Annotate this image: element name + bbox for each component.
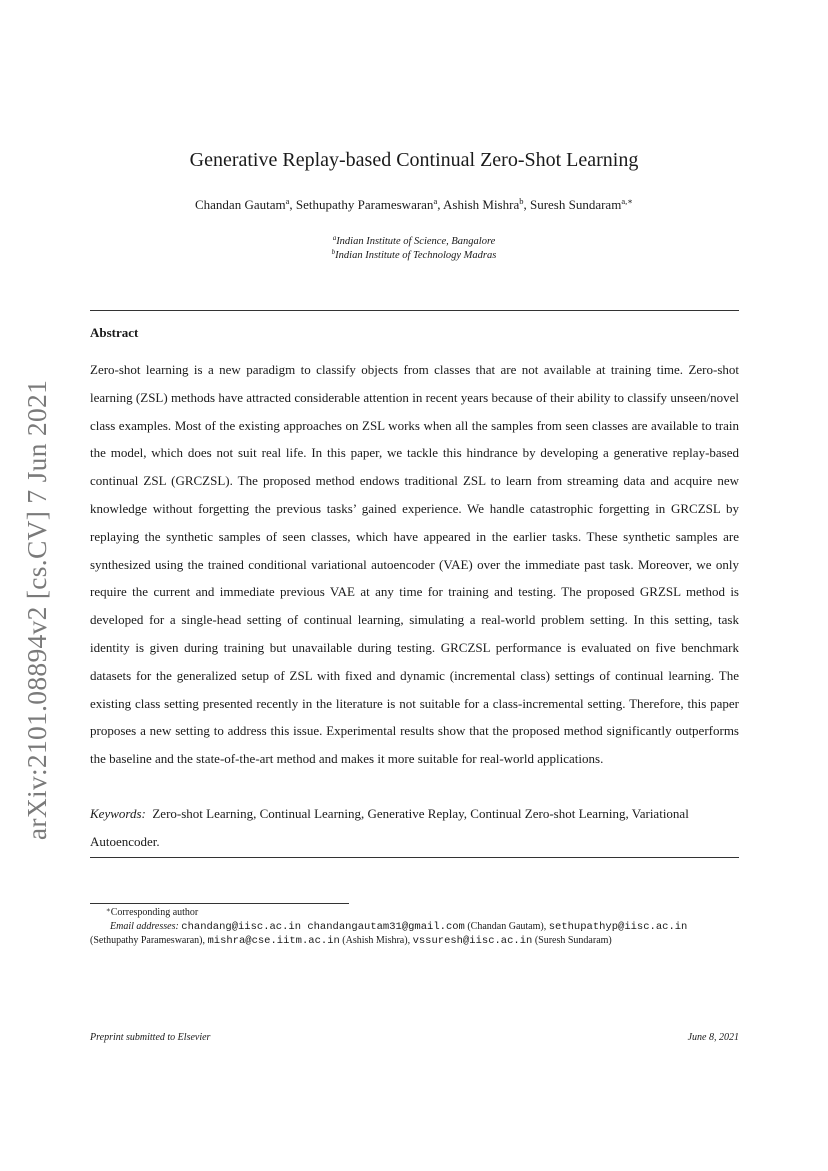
affiliation-list [0,235,828,263]
affiliation-marker: b [331,248,336,256]
email-link[interactable]: sethupathyp@iisc.ac.in [548,921,688,933]
corresponding-author-note [90,906,739,920]
affiliation-marker: a [332,234,337,242]
email-label: Email addresses: [110,921,179,932]
keywords [90,800,739,856]
email-owner: (Suresh Sundaram) [534,935,612,946]
paper-title: Generative Replay-based Continual Zero-Shot Learning [189,149,639,171]
email-link[interactable]: mishra@cse.iitm.ac.in [207,935,340,947]
email-addresses [90,920,739,934]
preprint-note: Preprint submitted to Elsevier [90,1032,211,1043]
author-name: Sethupathy Parameswaran [295,197,434,212]
author-list: Chandan Gautam$^a$, Sethupathy Parameswaran$^a$, Ashish Mishra$^b$, Suresh Sundaram$^{a,∗}$ [194,196,634,212]
footnote-divider [90,903,349,904]
abstract-text: Zero-shot learning is a new paradigm to classify objects from classes that are not available at training time. Zero-shot learning (ZSL) methods have attracted considerable attention in recent years because of their ability to classify unseen/novel class examples. Most of the existing approaches on ZSL works when all the samples from seen classes are available to train the model, which does not suit real life. In this paper, we tackle this hindrance by developing a generative replay-based continual ZSL (GRCZSL). The proposed method endows traditional ZSL to learn from streaming data and acquire new knowledge without forgetting the previous tasks’ gained experience. We handle catastrophic forgetting in GRCZSL by replaying the synthetic samples of seen classes, which have appeared in the earlier tasks. These synthetic samples are synthesized using the trained conditional variational autoencoder (VAE) over the immediate past task. Moreover, we only require the current and immediate previous VAE at any time for training and testing. The proposed GRZSL method is developed for a single-head setting of continual learning, simulating a real-world problem setting. In this setting, task identity is given during training but unavailable during testing. GRCZSL performance is evaluated on five benchmark datasets for the generalized setup of ZSL with fixed and dynamic (incremental class) settings of continual learning. The existing class setting presented recently in the literature is not suitable for a class-incremental setting. Therefore, this paper proposes a new setting to address this issue. Experimental results show that the proposed method significantly outperforms the baseline and the state-of-the-art method and makes it more suitable for real-world applications. [90,362,739,767]
corresponding-text: Corresponding author [110,907,199,918]
email-owner: (Chandan Gautam), [467,921,547,932]
author-affil-marker: a [285,196,290,206]
affiliation-item [0,235,828,249]
author-name: Suresh Sundaram [529,197,622,212]
affiliation-item [0,249,828,263]
keywords-text: Zero-shot Learning, Continual Learning, Generative Replay, Continual Zero-shot Learning, Variational Autoencoder. [90,806,689,849]
arxiv-identifier-stamp [14,376,60,844]
email-owner: (Sethupathy Parameswaran), [90,935,205,946]
affiliation-text: Indian Institute of Science, Bangalore [336,236,496,247]
author-affil-marker: a [433,196,438,206]
arxiv-identifier-text: arXiv:2101.08894v2 [cs.CV] 7 Jun 2021 [21,379,53,841]
affiliation-text: Indian Institute of Technology Madras [335,250,497,261]
author-affil-marker: a,∗ [621,196,634,206]
corresponding-marker: ∗ [106,906,111,914]
abstract-heading: Abstract [90,325,139,340]
email-addresses-cont [90,934,739,948]
preprint-date: June 8, 2021 [687,1032,739,1043]
keywords-label: Keywords: [90,806,146,821]
email-owner: (Ashish Mishra), [342,935,411,946]
author-affil-marker: b [519,196,524,206]
bottom-divider [90,857,739,858]
author-name: Chandan Gautam [194,197,286,212]
footnote [90,906,739,948]
top-divider [90,310,739,311]
author-name: Ashish Mishra [443,197,520,212]
email-link[interactable]: chandang@iisc.ac.in chandangautam31@gmail.com [181,921,465,933]
email-link[interactable]: vssuresh@iisc.ac.in [412,935,533,947]
